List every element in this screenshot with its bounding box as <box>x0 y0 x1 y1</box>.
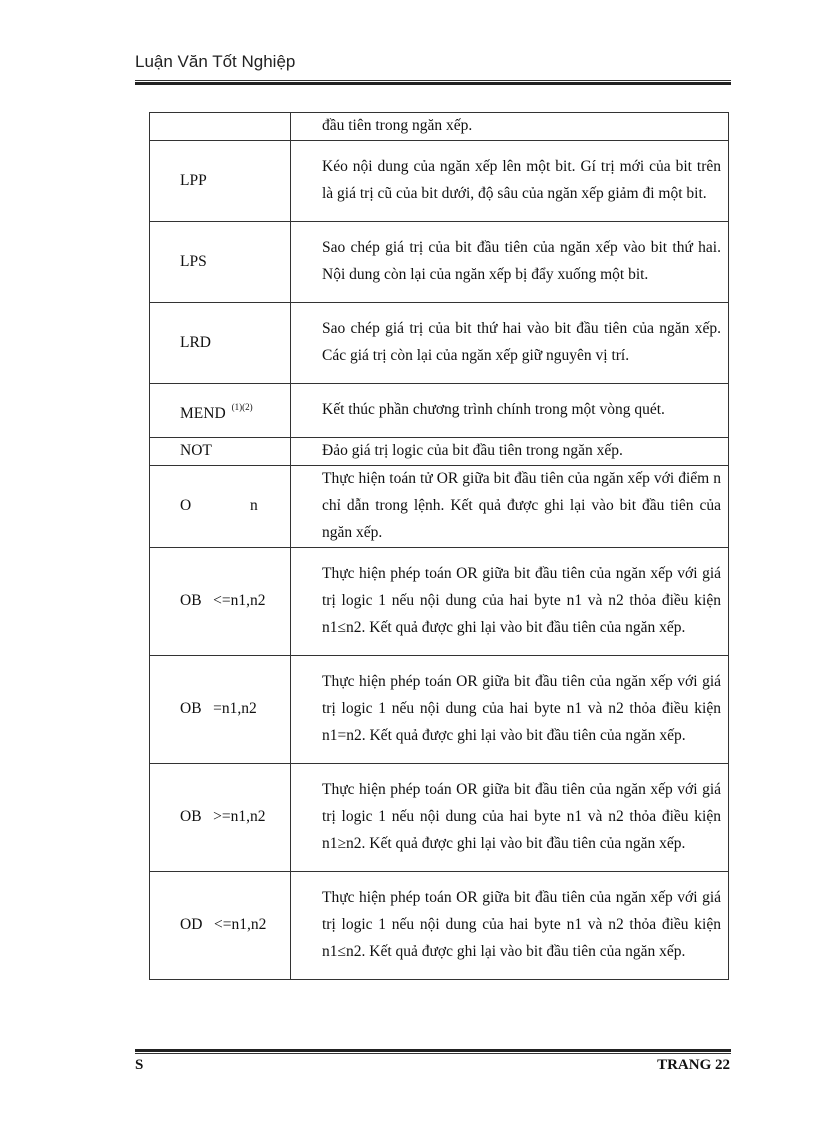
command-mnemonic: O <box>180 496 192 514</box>
footnote-marker: (1)(2) <box>231 401 253 412</box>
description-cell: Thực hiện phép toán OR giữa bit đầu tiên của ngăn xếp với giá trị logic 1 nếu nội dung của hai byte n1 và n2 thỏa điều kiện n1≤n2. Kết quả được ghi lại vào bit đầu tiên của ngăn xếp. <box>291 871 729 979</box>
footer-left-text: S <box>135 1057 144 1073</box>
command-cell <box>150 763 291 871</box>
command-mnemonic: OB <box>180 807 202 825</box>
command-cell <box>150 547 291 655</box>
command-mnemonic: OB <box>180 699 202 717</box>
description-cell: Thực hiện phép toán OR giữa bit đầu tiên của ngăn xếp với giá trị logic 1 nếu nội dung của hai byte n1 và n2 thỏa điều kiện n1≥n2. Kết quả được ghi lại vào bit đầu tiên của ngăn xếp. <box>291 763 729 871</box>
command-cell <box>150 384 291 438</box>
description-cell: Thực hiện toán tử OR giữa bit đầu tiên của ngăn xếp với điểm n chỉ dẫn trong lệnh. Kết quả được ghi lại vào bit đầu tiên của ngăn xếp. <box>291 465 729 547</box>
command-mnemonic: OB <box>180 591 202 609</box>
table-row <box>150 655 729 763</box>
command-operand: >=n1,n2 <box>213 807 266 825</box>
command-cell <box>150 871 291 979</box>
table-row <box>150 438 729 466</box>
command-operand: n <box>250 496 258 514</box>
page-number: TRANG 22 <box>657 1057 730 1073</box>
command-operand: =n1,n2 <box>213 699 257 717</box>
instruction-table <box>149 112 729 980</box>
command-operand: <=n1,n2 <box>213 591 266 609</box>
table-row <box>150 871 729 979</box>
table-row <box>150 384 729 438</box>
table-row <box>150 465 729 547</box>
command-cell: LRD <box>150 303 291 384</box>
table-row <box>150 303 729 384</box>
table-row <box>150 113 729 141</box>
description-cell: Thực hiện phép toán OR giữa bit đầu tiên của ngăn xếp với giá trị logic 1 nếu nội dung của hai byte n1 và n2 thỏa điều kiện n1=n2. Kết quả được ghi lại vào bit đầu tiên của ngăn xếp. <box>291 655 729 763</box>
command-mnemonic: OD <box>180 915 203 933</box>
table-row <box>150 547 729 655</box>
command-cell: LPS <box>150 222 291 303</box>
command-operand: <=n1,n2 <box>214 915 267 933</box>
header-rule <box>135 80 731 86</box>
description-cell: Thực hiện phép toán OR giữa bit đầu tiên của ngăn xếp với giá trị logic 1 nếu nội dung của hai byte n1 và n2 thỏa điều kiện n1≤n2. Kết quả được ghi lại vào bit đầu tiên của ngăn xếp. <box>291 547 729 655</box>
description-cell: Sao chép giá trị của bit đầu tiên của ngăn xếp vào bit thứ hai. Nội dung còn lại của ngăn xếp bị đẩy xuống một bit. <box>291 222 729 303</box>
command-cell <box>150 465 291 547</box>
table-row <box>150 141 729 222</box>
description-cell: đầu tiên trong ngăn xếp. <box>291 113 729 141</box>
description-cell: Đảo giá trị logic của bit đầu tiên trong ngăn xếp. <box>291 438 729 466</box>
description-cell: Sao chép giá trị của bit thứ hai vào bit đầu tiên của ngăn xếp. Các giá trị còn lại của ngăn xếp giữ nguyên vị trí. <box>291 303 729 384</box>
table-row <box>150 222 729 303</box>
footer-rule <box>135 1049 731 1055</box>
command-cell <box>150 113 291 141</box>
description-cell: Kéo nội dung của ngăn xếp lên một bit. Gí trị mới của bit trên là giá trị cũ của bit dưới, độ sâu của ngăn xếp giảm đi một bit. <box>291 141 729 222</box>
command-cell: NOT <box>150 438 291 466</box>
command-mnemonic: MEND <box>180 404 226 422</box>
page-header-title: Luận Văn Tốt Nghiệp <box>135 52 296 71</box>
table-row <box>150 763 729 871</box>
description-cell: Kết thúc phần chương trình chính trong một vòng quét. <box>291 384 729 438</box>
command-cell <box>150 655 291 763</box>
command-cell: LPP <box>150 141 291 222</box>
